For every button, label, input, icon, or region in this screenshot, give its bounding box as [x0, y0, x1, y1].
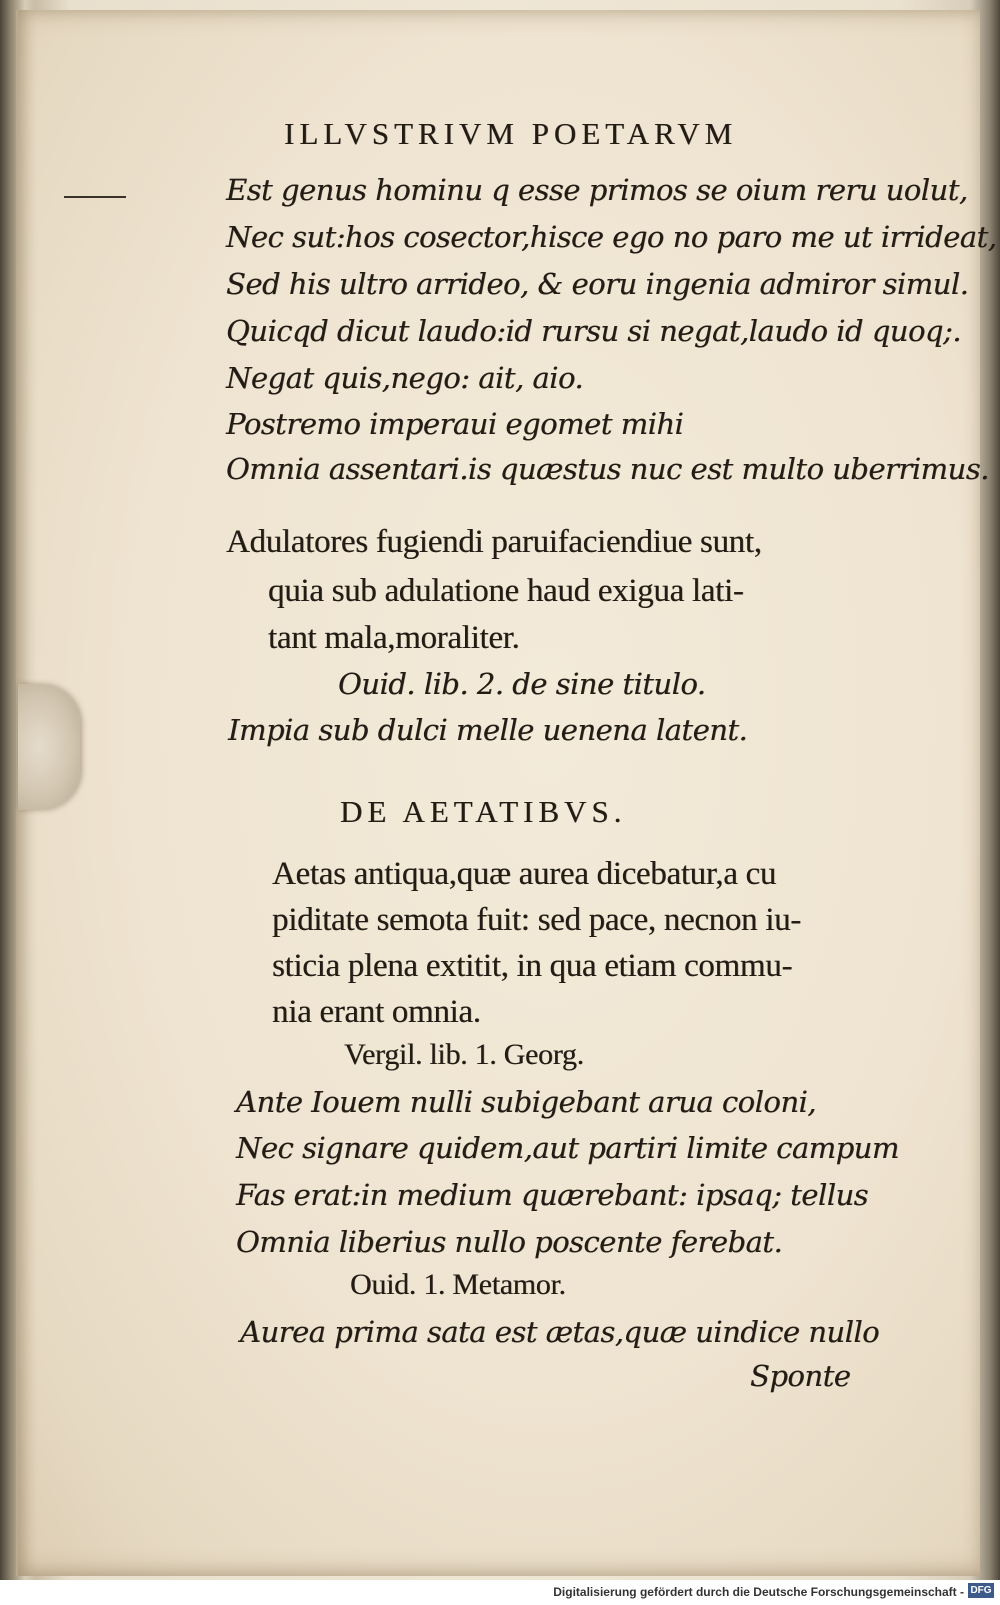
verse-line: Omnia liberius nullo poscente ferebat.	[236, 1225, 783, 1259]
heading-line: Adulatores fugiendi paruifaciendiue sunt,	[226, 524, 762, 560]
dfg-logo: DFG	[968, 1583, 994, 1598]
heading-line: tant mala,moraliter.	[268, 620, 520, 656]
verse-line: Fas erat:in medium quærebant: ipsaq; tellus	[236, 1178, 869, 1212]
verse-line: Est genus hominu q esse primos se oium reru uolut,	[226, 173, 968, 207]
verse-line: Aurea prima sata est ætas,quæ uindice nullo	[240, 1315, 880, 1349]
footer-bar	[0, 1580, 1000, 1605]
section-title: DE AETATIBVS.	[340, 794, 627, 829]
citation: Vergil. lib. 1. Georg.	[344, 1038, 584, 1071]
running-head: ILLVSTRIVM POETARVM	[284, 116, 738, 151]
heading-line: quia sub adulatione haud exigua lati-	[268, 573, 744, 609]
verse-line: Postremo imperaui egomet mihi	[226, 407, 684, 441]
verse-line: Nec sut:hos cosector,hisce ego no paro me ut irrideat,	[226, 220, 997, 254]
catchword: Sponte	[750, 1359, 851, 1393]
verse-line: Nec signare quidem,aut partiri limite campum	[236, 1131, 899, 1165]
paragraph-line: sticia plena extitit, in qua etiam commu-	[272, 948, 793, 984]
verse-line: Quicqd dicut laudo:id rursu si negat,laudo id quoq;.	[226, 314, 961, 348]
citation: Ouid. 1. Metamor.	[350, 1268, 566, 1301]
verse-line: Omnia assentari.is quæstus nuc est multo uberrimus.	[226, 452, 989, 486]
verse-line: Impia sub dulci melle uenena latent.	[228, 713, 748, 747]
citation: Ouid. lib. 2. de sine titulo.	[338, 667, 706, 701]
paragraph-line: Aetas antiqua,quæ aurea dicebatur,a cu	[272, 856, 777, 892]
verse-line: Sed his ultro arrideo, & eoru ingenia admiror simul.	[226, 267, 969, 301]
paragraph-line: piditate semota fuit: sed pace, necnon iu-	[272, 902, 801, 938]
paragraph-line: nia erant omnia.	[272, 994, 481, 1030]
book-clasp	[18, 684, 80, 810]
verse-line: Negat quis,nego: ait, aio.	[226, 361, 584, 395]
margin-rule	[64, 196, 126, 198]
footer-credit: Digitalisierung gefördert durch die Deutsche Forschungsgemeinschaft -	[553, 1585, 964, 1599]
verse-line: Ante Iouem nulli subigebant arua coloni,	[236, 1085, 816, 1119]
